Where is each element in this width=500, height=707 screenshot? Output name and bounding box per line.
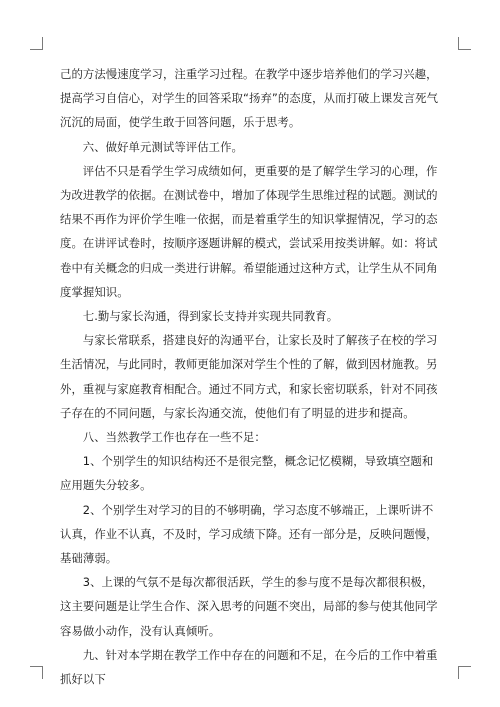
crop-mark-bottom-right	[458, 666, 471, 679]
list-item-2: 2、个别学生对学习的目的不够明确，学习态度不够端正，上课听讲不认真，作业不认真，不及时，学习成绩下降。还有一部分是，反映问题慢，基础薄弱。	[60, 502, 438, 566]
heading-nine: 九、针对本学期在教学工作中存在的问题和不足，在今后的工作中着重抓好以下	[60, 647, 438, 687]
heading-seven: 七.勤与家长沟通，得到家长支持并实现共同教育。	[82, 309, 339, 324]
list-item-3: 3、上课的气氛不是每次都很活跃，学生的参与度不是每次都很积极，这主要问题是让学生合作、深入思考的问题不突出，局部的参与使其他同学容易做小动作，没有认真倾听。	[60, 575, 438, 638]
heading-six: 六、做好单元测试等评估工作。	[82, 139, 243, 154]
crop-mark-top-right	[458, 37, 471, 50]
paragraph-assessment: 评估不只是看学生学习成绩如何，更重要的是了解学生学习的心理，作为改进教学的依据。在测试卷中，增加了体现学生思维过程的试题。测试的结果不再作为评价学生唯一依据，而是着重学生的知识掌握情况，学习的态度。在讲评试卷时，按顺序逐题讲解的模式，尝试采用按类讲解。如：将试卷中有关概念的归成一类进行讲解。希望能通过这种方式，让学生从不同角度掌握知识。	[60, 163, 438, 299]
heading-eight: 八、当然教学工作也存在一些不足：	[82, 430, 266, 445]
crop-mark-top-left	[30, 37, 43, 50]
list-item-1: 1、个别学生的知识结构还不是很完整，概念记忆模糊，导致填空题和应用题失分较多。	[60, 454, 434, 493]
document-body	[60, 62, 442, 691]
paragraph-parents: 与家长常联系，搭建良好的沟通平台，让家长及时了解孩子在校的学习生活情况，与此同时，教师更能加深对学生个性的了解，做到因材施教。另外，重视与家庭教育相配合。通过不同方式，和家长密切联系，针对不同孩子存在的不同问题，与家长沟通交流，使他们有了明显的进步和提高。	[60, 333, 438, 420]
paragraph-continuation: 己的方法慢速度学习，注重学习过程。在教学中逐步培养他们的学习兴趣，提高学习自信心，对学生的回答采取“扬弃”的态度，从而打破上课发言死气沉沉的局面，使学生敢于回答问题，乐于思考。	[60, 67, 439, 130]
crop-mark-bottom-left	[30, 666, 43, 679]
